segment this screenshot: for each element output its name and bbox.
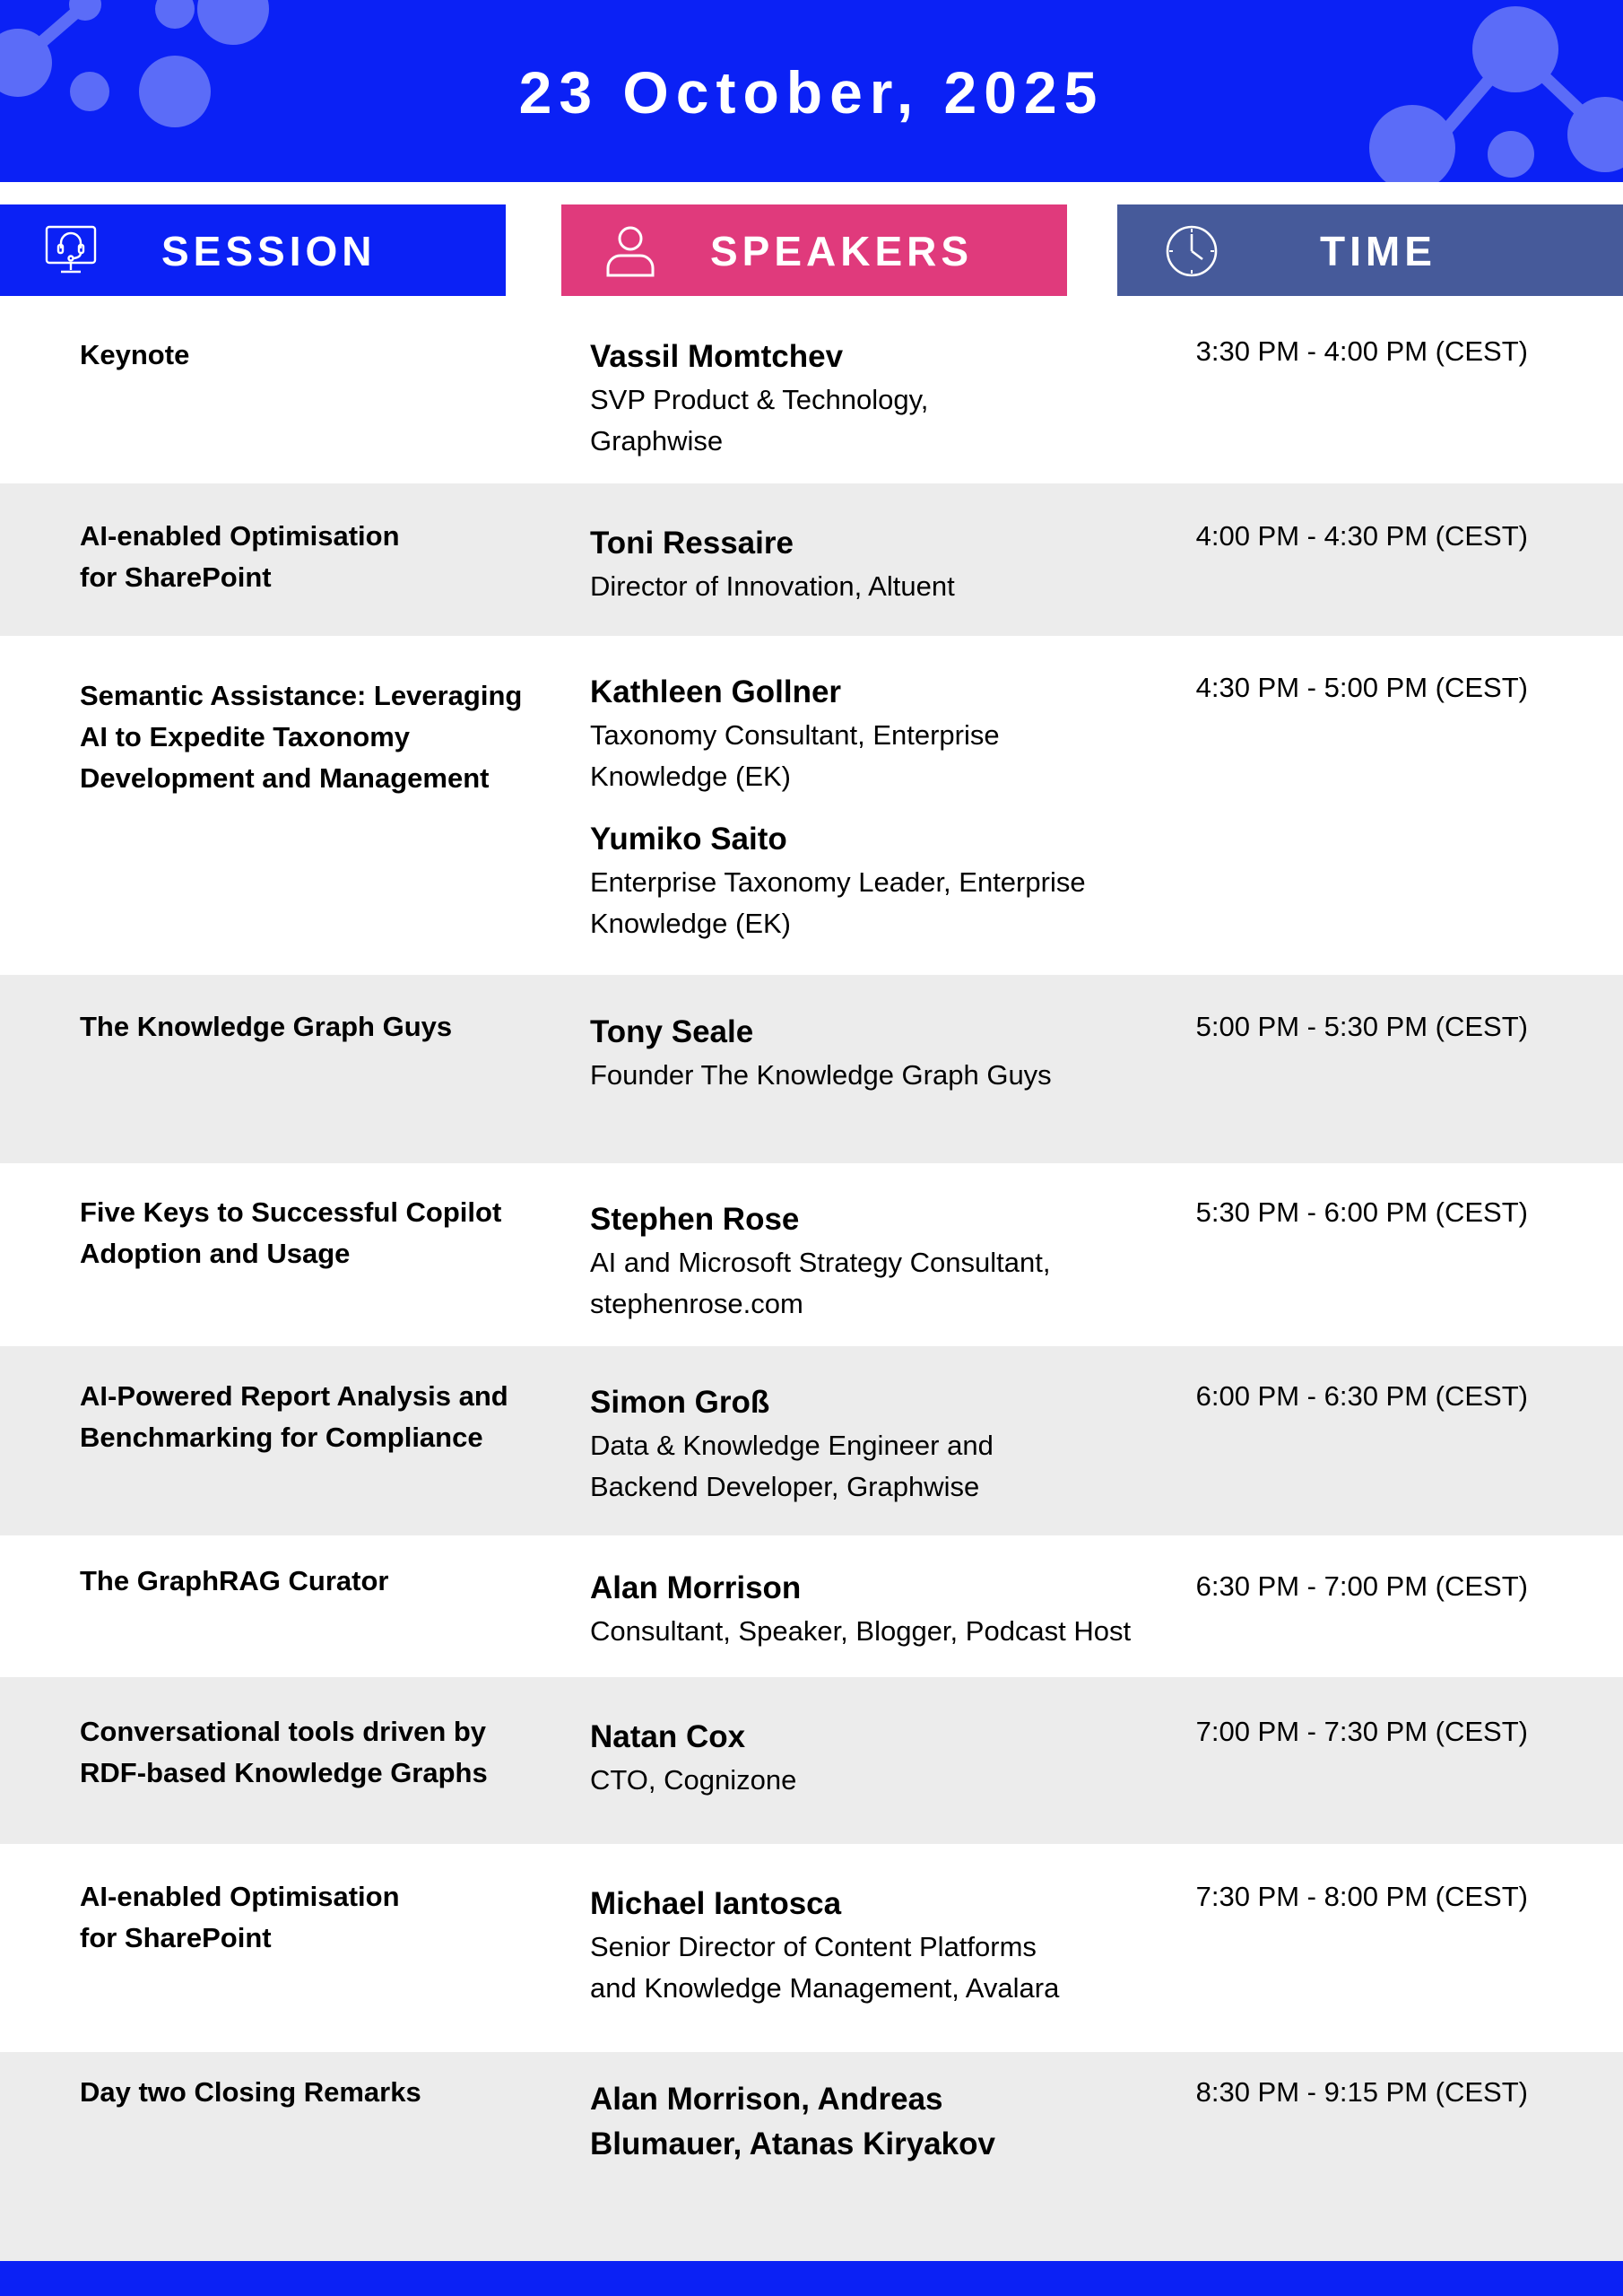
column-label-session: SESSION — [161, 228, 377, 274]
schedule-row — [0, 975, 1623, 1163]
speaker-name: Stephen Rose — [590, 1202, 800, 1237]
speaker — [590, 2077, 1164, 2167]
speaker-title: SVP Product & Technology, Graphwise — [590, 384, 929, 457]
speaker-title: Director of Innovation, Altuent — [590, 570, 955, 602]
schedule-row — [0, 1535, 1623, 1677]
speaker-title: Taxonomy Consultant, Enterprise Knowledge (EK) — [590, 719, 1000, 792]
speaker-list — [590, 2077, 1164, 2167]
speaker-title: AI and Microsoft Strategy Consultant, stephenrose.com — [590, 1247, 1051, 1319]
person-icon — [603, 223, 658, 279]
session-title: AI-Powered Report Analysis and Benchmarking for Compliance — [80, 1380, 508, 1453]
session-title: Five Keys to Successful Copilot Adoption and Usage — [80, 1196, 502, 1269]
schedule-row — [0, 2052, 1623, 2261]
schedule-row — [0, 483, 1623, 636]
speaker-list — [590, 670, 1164, 944]
speaker-name: Alan Morrison, Andreas Blumauer, Atanas Kiryakov — [590, 2082, 995, 2161]
speaker-title: CTO, Cognizone — [590, 1764, 797, 1796]
schedule-row — [0, 1163, 1623, 1346]
speaker — [590, 335, 1164, 462]
speaker-list — [590, 335, 1164, 462]
speaker-name: Kathleen Gollner — [590, 674, 842, 709]
speaker-list — [590, 1380, 1164, 1508]
speaker-name: Vassil Momtchev — [590, 339, 844, 374]
session-title: AI-enabled Optimisation for SharePoint — [80, 1881, 400, 1953]
speaker — [590, 1882, 1164, 2009]
speaker-name: Michael Iantosca — [590, 1886, 842, 1921]
speaker-name: Simon Groß — [590, 1385, 770, 1420]
column-header-speakers — [561, 204, 1067, 296]
speaker-name: Toni Ressaire — [590, 526, 794, 561]
session-time: 8:30 PM - 9:15 PM (CEST) — [1195, 2076, 1528, 2108]
speaker-name: Alan Morrison — [590, 1570, 802, 1605]
session-title: The Knowledge Graph Guys — [80, 1011, 453, 1042]
speaker-list — [590, 1197, 1164, 1325]
speaker-title: Enterprise Taxonomy Leader, Enterprise Knowledge (EK) — [590, 866, 1086, 939]
speaker-name: Tony Seale — [590, 1014, 754, 1049]
session-time: 6:30 PM - 7:00 PM (CEST) — [1195, 1570, 1528, 1602]
footer-bar — [0, 2261, 1623, 2296]
session-time: 3:30 PM - 4:00 PM (CEST) — [1195, 335, 1528, 367]
speaker — [590, 1380, 1164, 1508]
speaker — [590, 1566, 1164, 1652]
speaker-name: Yumiko Saito — [590, 822, 787, 857]
speaker — [590, 1715, 1164, 1801]
speaker — [590, 817, 1164, 944]
speaker — [590, 521, 1164, 607]
speaker-list — [590, 1882, 1164, 2009]
speaker-name: Natan Cox — [590, 1719, 746, 1754]
clock-icon — [1164, 223, 1219, 279]
speaker-title: Consultant, Speaker, Blogger, Podcast Host — [590, 1615, 1132, 1647]
speaker-list — [590, 1715, 1164, 1801]
session-title: Keynote — [80, 339, 190, 370]
speaker-list — [590, 521, 1164, 607]
session-time: 4:00 PM - 4:30 PM (CEST) — [1195, 520, 1528, 552]
column-header-time — [1117, 204, 1623, 296]
speaker — [590, 1010, 1164, 1096]
session-time: 6:00 PM - 6:30 PM (CEST) — [1195, 1380, 1528, 1412]
session-time: 7:30 PM - 8:00 PM (CEST) — [1195, 1881, 1528, 1912]
session-time: 4:30 PM - 5:00 PM (CEST) — [1195, 672, 1528, 703]
session-time: 5:30 PM - 6:00 PM (CEST) — [1195, 1196, 1528, 1228]
event-date: 23 October, 2025 — [518, 59, 1105, 126]
speaker-title: Data & Knowledge Engineer and Backend Developer, Graphwise — [590, 1430, 994, 1502]
speaker-title: Senior Director of Content Platforms and Knowledge Management, Avalara — [590, 1931, 1060, 2004]
schedule-row — [0, 636, 1623, 975]
header-banner — [0, 0, 1623, 182]
session-title: Day two Closing Remarks — [80, 2076, 421, 2108]
session-title: AI-enabled Optimisation for SharePoint — [80, 520, 400, 593]
schedule-row — [0, 1844, 1623, 2052]
column-header-session — [0, 204, 506, 296]
session-time: 5:00 PM - 5:30 PM (CEST) — [1195, 1011, 1528, 1042]
monitor-headset-icon — [43, 223, 99, 279]
schedule-row — [0, 1346, 1623, 1535]
schedule-row — [0, 297, 1623, 483]
speaker — [590, 670, 1164, 797]
session-title: Conversational tools driven by RDF-based Knowledge Graphs — [80, 1716, 488, 1788]
session-title: The GraphRAG Curator — [80, 1565, 389, 1596]
speaker-list — [590, 1566, 1164, 1652]
column-label-time: TIME — [1320, 228, 1436, 274]
session-time: 7:00 PM - 7:30 PM (CEST) — [1195, 1716, 1528, 1747]
speaker-title: Founder The Knowledge Graph Guys — [590, 1059, 1052, 1091]
session-title: Semantic Assistance: Leveraging AI to Expedite Taxonomy Development and Management — [80, 680, 523, 794]
column-label-speakers: SPEAKERS — [710, 228, 974, 274]
speaker — [590, 1197, 1164, 1325]
speaker-list — [590, 1010, 1164, 1096]
schedule-row — [0, 1677, 1623, 1844]
